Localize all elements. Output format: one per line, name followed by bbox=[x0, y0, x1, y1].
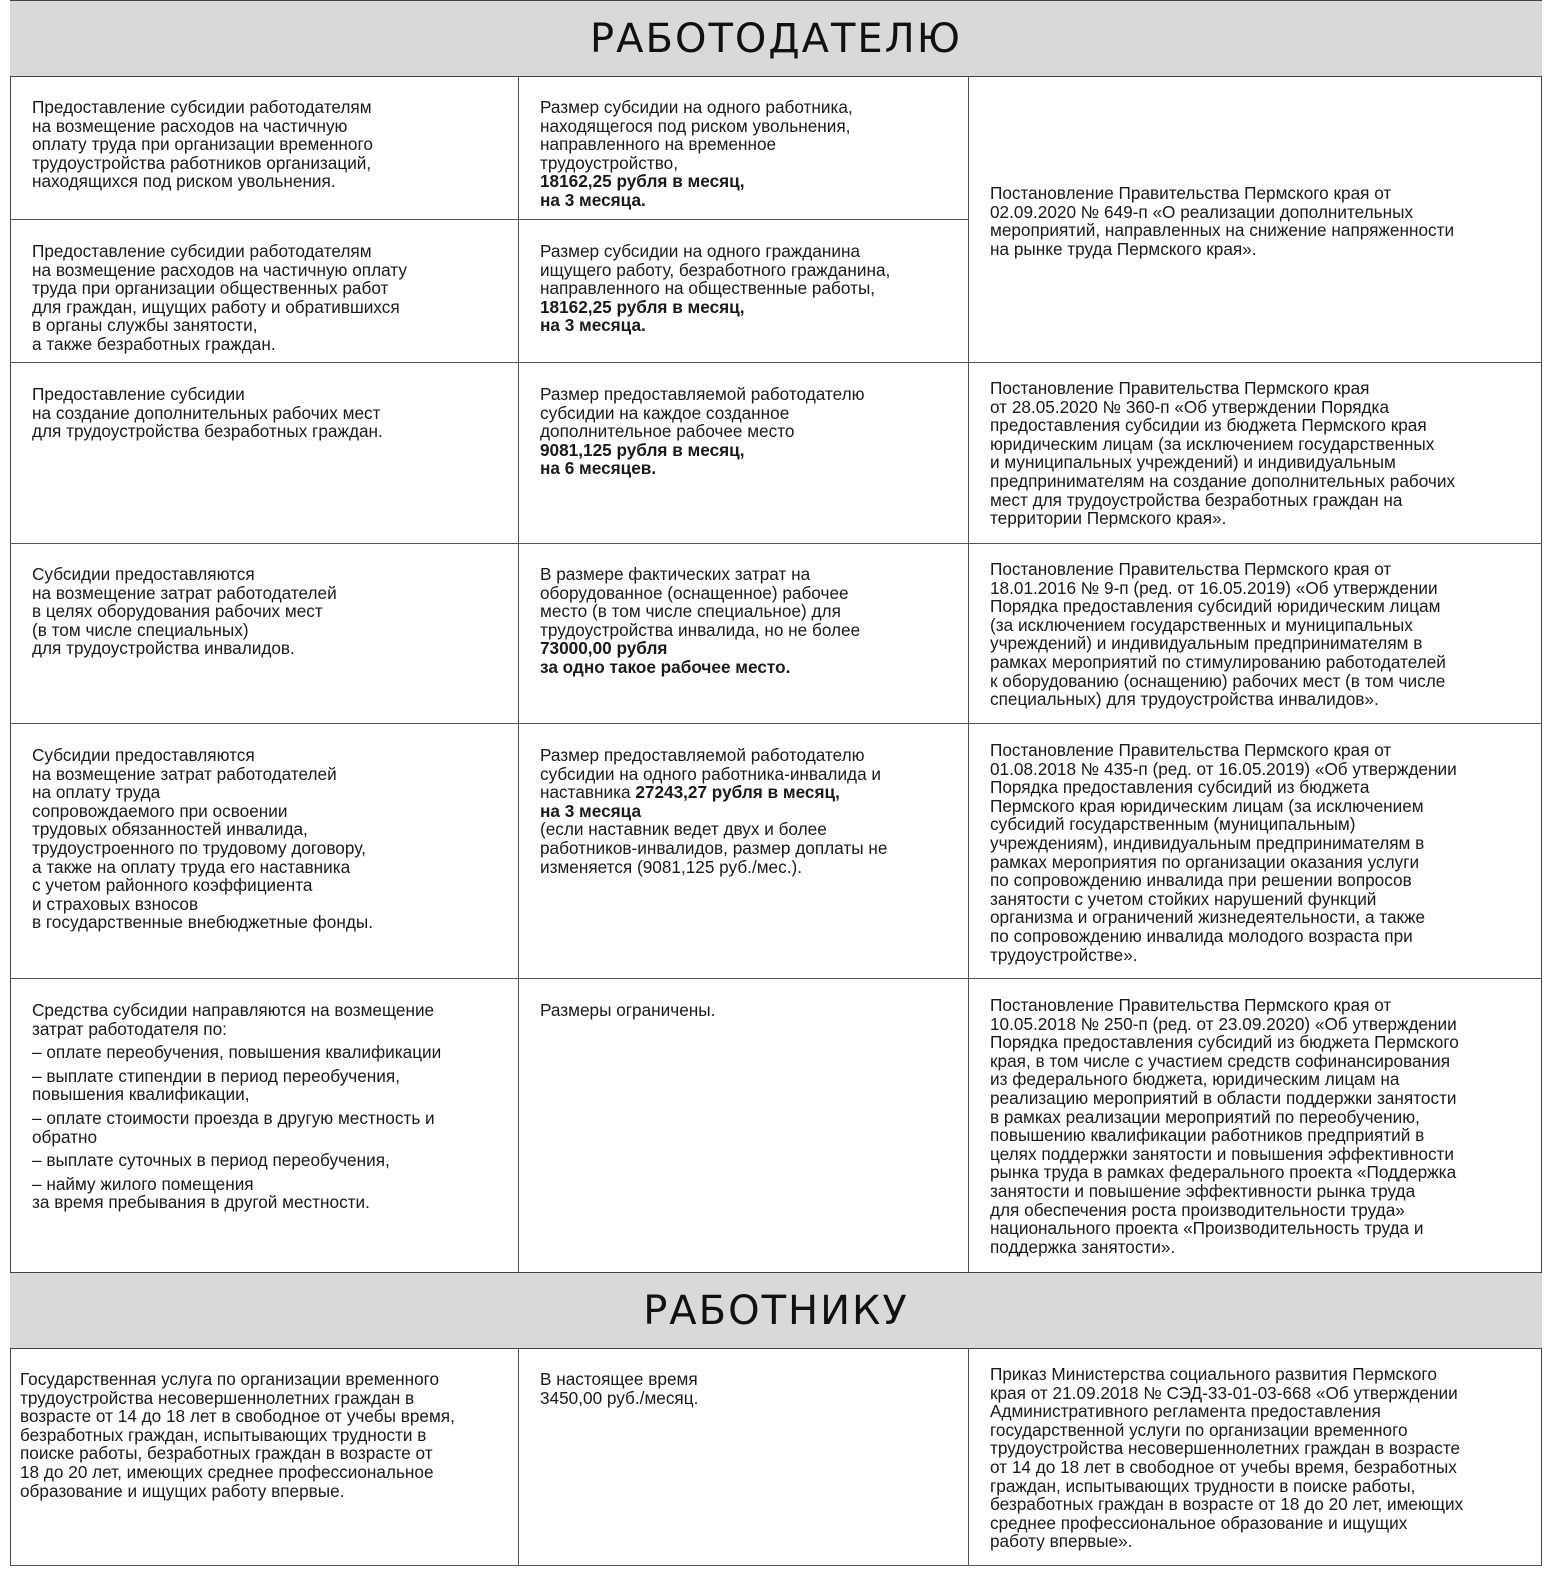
row1-measure: Предоставление субсидии работодателям на возмещение расходов на частичную оплату труда при организации временного трудоустройства работников организаций, находящихся под риском увольнения. bbox=[32, 97, 373, 192]
row1-amount-value: 18162,25 рубля в месяц, на 3 месяца. bbox=[540, 171, 745, 210]
employee-service: Государственная услуга по организации временного трудоустройства несовершеннолетних граждан в возрасте от 14 до 18 лет в свободное от учебы время, безработных граждан, испытывающих трудности в поиске работы, безработных граждан в возрасте от 18 до 20 лет, имеющих среднее профессиональное образование и ищущих работу впервые. bbox=[20, 1369, 455, 1501]
row4-measure: Субсидии предоставляются на возмещение затрат работодателей в целях оборудования рабочих мест (в том числе специальных) для трудоустройства инвалидов. bbox=[32, 564, 337, 659]
row3-legal-basis: Постановление Правительства Пермского края от 28.05.2020 № 360-п «Об утверждении Порядка предоставления субсидии из бюджета Пермского края юридическим лицам (за исключением государственных и муниципальных учреждений) и индивидуальным предпринимателям на создание дополнительных рабочих мест для трудоустройства безработных граждан на территории Пермского края». bbox=[990, 378, 1456, 529]
row4-amount-value: 73000,00 рубля за одно такое рабочее место. bbox=[540, 638, 791, 677]
row5-amount-text: Размер предоставляемой работодателю субсидии на одного работника-инвалида и наставника bbox=[540, 745, 882, 803]
section-title-employee: РАБОТНИКУ bbox=[643, 1287, 909, 1334]
row5-amount bbox=[540, 746, 960, 876]
row2-amount-text: Размер субсидии на одного гражданина ищущего работу, безработного гражданина, направленного на общественные работы, bbox=[540, 241, 891, 299]
row3-measure: Предоставление субсидии на создание дополнительных рабочих мест для трудоустройства безработных граждан. bbox=[32, 384, 383, 442]
row2-amount-value: 18162,25 рубля в месяц, на 3 месяца. bbox=[540, 296, 745, 336]
row6-list-item: – выплате суточных в период переобучения, bbox=[32, 1150, 390, 1171]
row5-legal-basis: Постановление Правительства Пермского края от 01.08.2018 № 435-п (ред. от 16.05.2019) «Об утверждении Порядка предоставления субсидий из бюджета Пермского края юридическим лицам (за исключением субсидий государственным (муниципальным) учреждениям), индивидуальным предпринимателям в рамках мероприятия по организации оказания услуги по сопровождению инвалида при решении вопросов занятости с учетом стойких нарушений функций организма и ограничений жизнедеятельности, а также по сопровождению инвалида молодого возраста при трудоустройстве». bbox=[990, 740, 1457, 965]
row2-measure: Предоставление субсидии работодателям на возмещение расходов на частичную оплату труда при организации общественных работ для граждан, ищущих работу и обратившихся в органы службы занятости, а также безработных граждан. bbox=[32, 241, 407, 354]
row4-legal-basis: Постановление Правительства Пермского края от 18.01.2016 № 9-п (ред. от 16.05.2019) «Об утверждении Порядка предоставления субсидий юридическим лицам (за исключением государственных и муниципальных учреждений) и индивидуальным предпринимателям в рамках мероприятий по стимулированию работодателей к оборудованию (оснащению) рабочих мест (в том числе специальных) для трудоустройства инвалидов». bbox=[990, 559, 1446, 710]
row5-amount-note: (если наставник ведет двух и более работников-инвалидов, размер доплаты не изменяется (9081,125 руб./мес.). bbox=[540, 819, 888, 877]
row6-list-item: – оплате переобучения, повышения квалификации bbox=[32, 1042, 442, 1063]
row6-list-item: – выплате стипендии в период переобучения, повышения квалификации, bbox=[32, 1065, 400, 1105]
row-divider bbox=[10, 723, 1542, 724]
row6-legal-basis: Постановление Правительства Пермского края от 10.05.2018 № 250-п (ред. от 23.09.2020) «Об утверждении Порядка предоставления субсидий из бюджета Пермского края, в том числе с участием средств софинансирования из федерального бюджета, юридическим лицам на реализацию мероприятий в области поддержки занятости в рамках реализации мероприятий по переобучению, повышению квалификации работников предприятий в целях поддержки занятости и повышения эффективности рынка труда в рамках федерального проекта «Поддержка занятости и повышение эффективности рынка труда для обеспечения роста производительности труда» национального проекта «Производительность труда и поддержка занятости». bbox=[990, 995, 1459, 1257]
column-divider bbox=[518, 77, 519, 1272]
column-divider bbox=[968, 1349, 969, 1566]
section-header-employee bbox=[10, 1272, 1542, 1349]
row4-amount-text: В размере фактических затрат на оборудованное (оснащенное) рабочее место (в том числе специальное) для трудоустройства инвалида, но не более bbox=[540, 564, 861, 640]
row3-amount bbox=[540, 385, 960, 478]
section-title-employer: РАБОТОДАТЕЛЮ bbox=[590, 15, 962, 62]
row6-list-item: – оплате стоимости проезда в другую местность и обратно bbox=[32, 1107, 435, 1147]
column-divider bbox=[518, 1349, 519, 1566]
row-divider bbox=[10, 543, 1542, 544]
row6-list-item: – найму жилого помещения за время пребывания в другой местности. bbox=[32, 1173, 370, 1213]
employee-legal-basis: Приказ Министерства социального развития Пермского края от 21.09.2018 № СЭД-33-01-03-668 «Об утверждении Административного регламента предоставления государственной услуги по организации временного трудоустройства несовершеннолетних граждан в возрасте от 14 до 18 лет в свободное от учебы время, безработных граждан, испытывающих трудности в поиске работы, безработных граждан в возрасте от 18 до 20 лет, имеющих среднее профессиональное образование и ищущих работу впервые». bbox=[990, 1364, 1464, 1552]
row6-amount: Размеры ограничены. bbox=[540, 1000, 716, 1020]
row5-amount-value: 27243,27 рубля в месяц, на 3 месяца bbox=[540, 782, 840, 821]
row2-amount bbox=[540, 242, 960, 335]
section-header-employer bbox=[10, 0, 1542, 77]
row4-amount bbox=[540, 565, 960, 677]
column-divider bbox=[968, 77, 969, 1272]
rows1-2-legal-basis: Постановление Правительства Пермского края от 02.09.2020 № 649-п «О реализации дополнительных мероприятий, направленных на снижение напряженности на рынке труда Пермского края». bbox=[990, 183, 1455, 259]
row-divider bbox=[10, 219, 968, 220]
row1-amount bbox=[540, 98, 960, 210]
row3-amount-text: Размер предоставляемой работодателю субсидии на каждое созданное дополнительное рабочее место bbox=[540, 384, 865, 442]
row5-measure: Субсидии предоставляются на возмещение затрат работодателей на оплату труда сопровождаемого при освоении трудовых обязанностей инвалида, трудоустроенного по трудовому договору, а также на оплату труда его наставника с учетом районного коэффициента и страховых взносов в государственные внебюджетные фонды. bbox=[32, 745, 374, 933]
row6-measure-intro: Средства субсидии направляются на возмещение затрат работодателя по: bbox=[32, 1000, 435, 1039]
table-bottom-border bbox=[10, 1565, 1542, 1566]
row1-amount-text: Размер субсидии на одного работника, находящегося под риском увольнения, направленного на временное трудоустройство, bbox=[540, 97, 853, 173]
row-divider bbox=[10, 362, 1542, 363]
row3-amount-value: 9081,125 рубля в месяц, на 6 месяцев. bbox=[540, 439, 745, 479]
employee-amount: В настоящее время 3450,00 руб./месяц. bbox=[540, 1369, 699, 1408]
row6-measure bbox=[32, 1001, 512, 1212]
row-divider bbox=[10, 978, 1542, 979]
